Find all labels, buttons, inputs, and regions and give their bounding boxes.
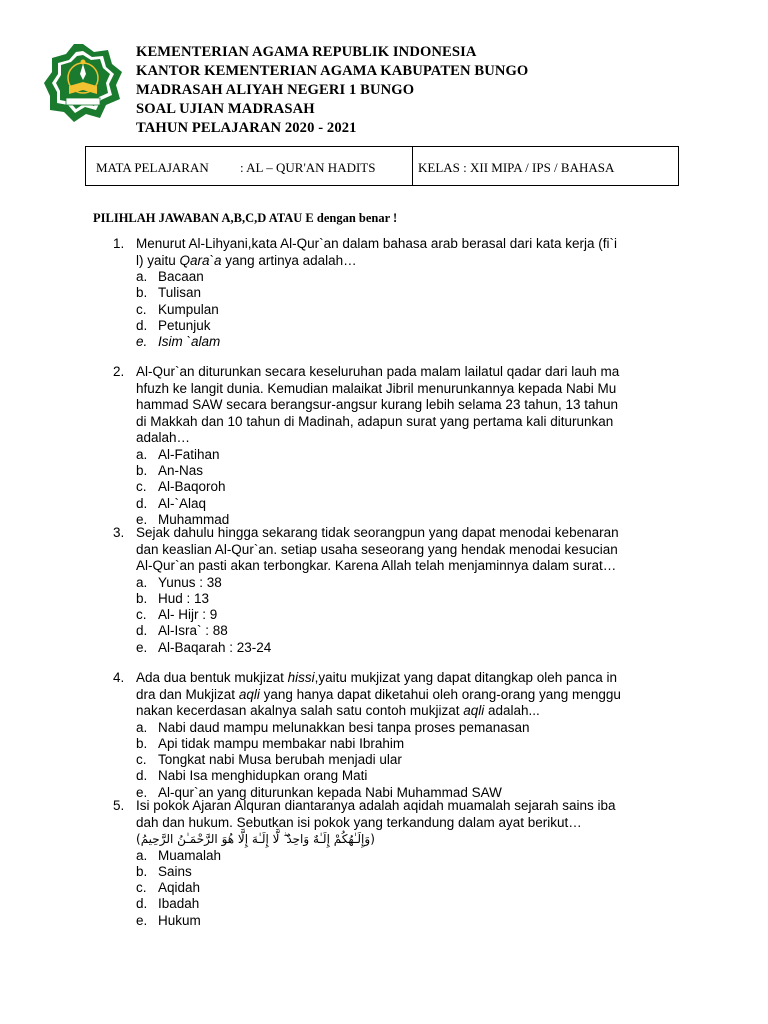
question-number: 5. (113, 798, 125, 813)
option-c: c. Kumpulan (136, 301, 219, 317)
stem-line: Al-Qur`an pasti akan terbongkar. Karena Allah telah menjaminnya dalam surat… (136, 558, 617, 574)
question-1 (113, 236, 683, 350)
question-number: 4. (113, 670, 125, 685)
option-a: a. Nabi daud mampu melunakkan besi tanpa proses pemanasan (136, 719, 530, 735)
stem-line: dra dan Mukjizat aqli yang hanya dapat diketahui oleh orang-orang yang menggu (136, 686, 621, 702)
kemenag-emblem-icon (42, 42, 124, 124)
stem-line: hfuzh ke langit dunia. Kemudian malaikat Jibril menurunkannya kepada Nabi Mu (136, 380, 617, 396)
option-e: e. Al-Baqarah : 23-24 (136, 639, 272, 655)
question-number: 2. (113, 364, 125, 379)
option-b: b. An-Nas (136, 463, 204, 479)
class-text: KELAS : XII MIPA / IPS / BAHASA (418, 160, 615, 175)
options-list (136, 720, 683, 801)
class-cell (413, 147, 614, 185)
question-stem (136, 798, 683, 848)
option-a: a. Al-Fatihan (136, 446, 220, 462)
question-number: 1. (113, 236, 125, 251)
question-stem (136, 364, 683, 447)
option-d: d. Ibadah (136, 896, 200, 912)
stem-line: adalah… (136, 430, 191, 446)
option-d: d. Al-Isra` : 88 (136, 623, 228, 639)
option-e: e. Isim `alam (136, 333, 221, 349)
header-line-ministry: KEMENTERIAN AGAMA REPUBLIK INDONESIA (136, 44, 477, 60)
stem-line: di Makkah dan 10 tahun di Madinah, adapun surat yang pertama kali diturunkan (136, 413, 614, 429)
stem-line: l) yaitu Qara`a yang artinya adalah… (136, 252, 357, 268)
question-stem (136, 670, 683, 720)
subject-cell (86, 147, 413, 185)
stem-line: Ada dua bentuk mukjizat hissi,yaitu mukjizat yang dapat ditangkap oleh panca in (136, 670, 618, 685)
document-header (136, 43, 528, 138)
question-3 (113, 525, 683, 656)
option-e: e. Hukum (136, 912, 201, 928)
option-b: b. Hud : 13 (136, 590, 210, 606)
option-a: a. Bacaan (136, 269, 204, 285)
option-e: e. Muhammad (136, 511, 230, 527)
subject-info-table (85, 146, 679, 186)
question-stem (136, 525, 683, 575)
option-d: d. Al-`Alaq (136, 495, 207, 511)
stem-line: Isi pokok Ajaran Alquran diantaranya adalah aqidah muamalah sejarah sains iba (136, 798, 616, 813)
question-5 (113, 798, 683, 929)
stem-line: hammad SAW secara berangsur-angsur kurang lebih selama 23 tahun, 13 tahun (136, 397, 619, 413)
stem-line: Al-Qur`an diturunkan secara keseluruhan pada malam lailatul qadar dari lauh ma (136, 364, 620, 379)
option-c: c. Al- Hijr : 9 (136, 607, 218, 623)
option-c: c. Tongkat nabi Musa berubah menjadi ular (136, 752, 402, 768)
option-c: c. Al-Baqoroh (136, 479, 226, 495)
header-line-year: TAHUN PELAJARAN 2020 - 2021 (136, 120, 357, 136)
option-d: d. Nabi Isa menghidupkan orang Mati (136, 768, 368, 784)
header-line-exam: SOAL UJIAN MADRASAH (136, 101, 315, 117)
option-a: a. Yunus : 38 (136, 574, 222, 590)
stem-line: dah dan hukum. Sebutkan isi pokok yang terkandung dalam ayat berikut… (136, 814, 582, 830)
subject-value: : AL – QUR'AN HADITS (240, 160, 376, 175)
option-b: b. Tulisan (136, 285, 202, 301)
option-e: e. Al-qur`an yang diturunkan kepada Nabi Muhammad SAW (136, 784, 502, 800)
option-b: b. Api tidak mampu membakar nabi Ibrahim (136, 735, 405, 751)
instruction-text: PILIHLAH JAWABAN A,B,C,D ATAU E dengan benar ! (93, 211, 398, 225)
question-4 (113, 670, 683, 801)
stem-line: Menurut Al-Lihyani,kata Al-Qur`an dalam bahasa arab berasal dari kata kerja (fi`i (136, 236, 617, 251)
question-2 (113, 364, 683, 528)
options-list (136, 447, 683, 528)
arabic-verse: (وَإِلَـٰهُكُمْ إِلَـٰهٌ وَاحِدٌ ۖ لَّا إِلَـٰهَ إِلَّا هُوَ الرَّحْمَـٰنُ الرَّحِيمُ) (136, 832, 375, 847)
question-number: 3. (113, 525, 125, 540)
options-list (136, 848, 683, 929)
options-list (136, 269, 683, 350)
options-list (136, 575, 683, 656)
option-a: a. Muamalah (136, 847, 222, 863)
question-stem (136, 236, 683, 269)
option-d: d. Petunjuk (136, 317, 211, 333)
option-b: b. Sains (136, 863, 192, 879)
header-line-school: MADRASAH ALIYAH NEGERI 1 BUNGO (136, 82, 415, 98)
stem-line: Sejak dahulu hingga sekarang tidak seorangpun yang dapat menodai kebenaran (136, 525, 619, 540)
header-line-office: KANTOR KEMENTERIAN AGAMA KABUPATEN BUNGO (136, 63, 529, 79)
subject-label: MATA PELAJARAN (96, 160, 209, 175)
stem-line: nakan kecerdasan akalnya salah satu contoh mukjizat aqli adalah... (136, 703, 540, 719)
stem-line: dan keaslian Al-Qur`an. setiap usaha seseorang yang hendak menodai kesucian (136, 541, 618, 557)
option-c: c. Aqidah (136, 880, 201, 896)
